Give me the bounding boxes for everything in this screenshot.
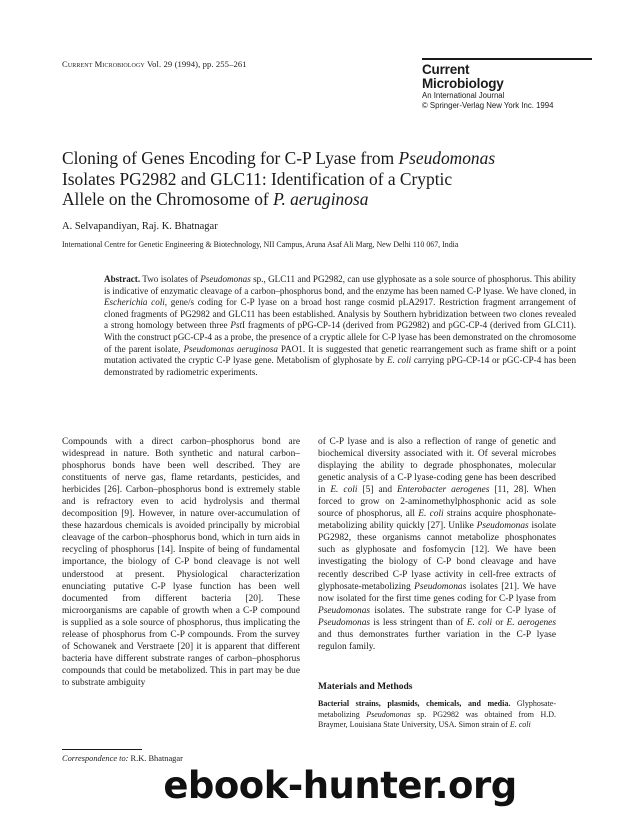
body-italic: Pseudomonas: [476, 521, 529, 532]
abstract-text: PAO1. It is suggested that genetic rearrangement such as frame shift or a point mutation activated the cryptic C-P lyase gene. Metabolism of glyphosate by: [104, 343, 576, 366]
methods-italic: Pseudomonas: [366, 709, 411, 719]
article-title: [62, 148, 582, 210]
body-text: strains acquire phosphonate-metabolizing ability quickly [27]. Unlike: [318, 509, 556, 532]
body-text: is less stringent than of: [370, 617, 467, 628]
abstract-italic: Pseudomonas: [200, 274, 251, 284]
methods-text: sp. PG2982 was obtained from H.D. Braymer, Louisiana State University, USA. Simon strain of: [318, 709, 557, 730]
abstract-text: sp., GLC11 and PG2982, can use glyphosate as a sole source of phosphorus. This ability is indicative of enzymatic cleavage of a carbon–phosphorus bond, and the enzyme has been named C-P lyase. We have cloned, in: [104, 274, 576, 296]
body-column-left: Compounds with a direct carbon–phosphorus bond are widespread in nature. Both synthetic and natural carbon–phosphorus bonds have been well described. They are constituents of nerve gas, flame retardants, pesticides, and herbicides [26]. Carbon–phosphorus bond is extremely stable and is refractory even to acid hydrolysis and thermal decomposition [9]. However, in nature over-accumulation of these hazardous chemicals is avoided principally by microbial cleavage of the carbon–phosphorus bond, which in turn aids in recycling of phosphorus [14]. Inspite of being of fundamental importance, the biology of C-P bond cleavage is not well understood at present. Physiological characterization enunciating putative C-P lyase function has been well documented from different bacteria [20]. These microorganisms are capable of growth when a C-P compound is supplied as a sole source of phosphorus, thus implicating the release of phosphorus from C-P compounds. From the survey of Schowanek and Verstraete [20] it is apparent that different bacteria have different substrate ranges of carbon–phosphorus compounds that could be metabolized. This in part may be due to substrate ambiguity: [62, 437, 300, 688]
body-italic: E. coli: [466, 617, 493, 628]
brand-rule: [422, 58, 592, 60]
methods-text: Glyphosate-metabolizing: [318, 699, 556, 719]
body-italic: Enterobacter aerogenes: [397, 485, 490, 496]
body-text: [5] and: [357, 485, 398, 496]
brand-copyright: © Springer-Verlag New York Inc. 1994: [422, 100, 554, 110]
methods-italic: E. coli: [509, 720, 531, 730]
running-head-journal: Current Microbiology: [62, 59, 145, 69]
title-line1-italic: Pseudomonas: [398, 148, 496, 168]
methods-paragraph: [318, 699, 556, 731]
body-italic: Pseudomonas: [318, 617, 371, 628]
abstract-italic: E. coli: [386, 355, 412, 366]
methods-label: Bacterial strains, plasmids, chemicals, and media.: [318, 699, 511, 708]
brand-name-line2: Microbiology: [422, 75, 504, 91]
watermark: ebook-hunter.org: [163, 764, 517, 807]
body-text: and thus demonstrates further variation in the C-P lyase regulon family.: [318, 629, 556, 652]
authors: A. Selvapandiyan, Raj. K. Bhatnagar: [62, 221, 218, 232]
abstract-text: , gene/s coding for C-P lyase on a broad host range cosmid pLA2917. Restriction fragment arrangement of cloned fragments of PG2982 and GLC11 has been established. Analysis by Southern hybridization between two clones revealed a strong homology between three: [104, 297, 576, 331]
abstract: [104, 274, 576, 378]
brand-name-line1: Current: [422, 61, 470, 77]
body-text: or: [492, 617, 507, 628]
title-line3: Allele on the Chromosome of: [62, 189, 274, 209]
body-text: isolate PG2982, these organisms cannot metabolize phosphonates such as glyphosate and fosfomycin [12]. We have been investigating the biology of C-P bond cleavage and have recently described C-P lyase activity in cell-free extracts of glyphosate-metabolizing: [318, 521, 556, 592]
body-text: isolates. The substrate range for C-P lyase of: [370, 605, 556, 616]
abstract-italic: Pseudomonas aeruginosa: [183, 343, 278, 354]
abstract-label: Abstract.: [104, 274, 141, 284]
footnote: [62, 754, 183, 763]
abstract-italic: Escherichia coli: [104, 297, 165, 308]
body-italic: Pseudomonas: [414, 581, 467, 592]
footnote-label: Correspondence to:: [62, 754, 129, 763]
body-italic: E. coli: [330, 485, 358, 496]
title-line2: Isolates PG2982 and GLC11: Identification of a Cryptic: [62, 168, 453, 189]
footnote-rule: [62, 749, 142, 750]
body-italic: E. coli: [418, 509, 444, 520]
running-head-citation: Vol. 29 (1994), pp. 255–261: [146, 59, 247, 69]
body-italic: E. aerogenes: [506, 617, 556, 628]
abstract-text: Two isolates of: [140, 274, 201, 284]
brand-subtitle: An International Journal: [422, 90, 505, 100]
footnote-name: R.K. Bhatnagar: [128, 754, 183, 763]
title-line3-italic: P. aeruginosa: [273, 189, 369, 209]
body-text: of C-P lyase and is also a reflection of range of genetic and biochemical diversity associated with it. Of several microbes displaying the ability to degrade phosphonates, molecular genetic analysis of a C-P lyase-coding gene has been described in: [318, 437, 556, 496]
affiliation: International Centre for Genetic Engineering & Biotechnology, NII Campus, Aruna Asaf Ali Marg, New Delhi 110 067, India: [62, 240, 459, 249]
body-text: isolates [21]. We have now isolated for the first time genes coding for C-P lyase from: [318, 581, 556, 604]
abstract-text: carrying pPG-CP-14 or pGC-CP-4 has been demonstrated by radiometric experiments.: [104, 355, 577, 377]
body-column-right: [318, 436, 556, 653]
abstract-italic: Pst: [230, 320, 243, 331]
body-text: [11, 28]. When forced to grow on 2-aminomethylphosphonic acid as sole source of phosphorus, all: [318, 485, 556, 520]
body-italic: Pseudomonas: [318, 605, 371, 616]
title-line1: Cloning of Genes Encoding for C-P Lyase from: [62, 148, 399, 168]
journal-brand: [422, 58, 592, 111]
abstract-text: I fragments of pPG-CP-14 (derived from PG2982) and pGC-CP-4 (derived from GLC11). With the construct pGC-CP-4 as a probe, the presence of a cryptic allele for C-P lyase has been demonstrated on the chromosome of the parent isolate,: [104, 320, 576, 354]
section-heading: Materials and Methods: [318, 682, 413, 692]
running-head: [62, 59, 247, 69]
